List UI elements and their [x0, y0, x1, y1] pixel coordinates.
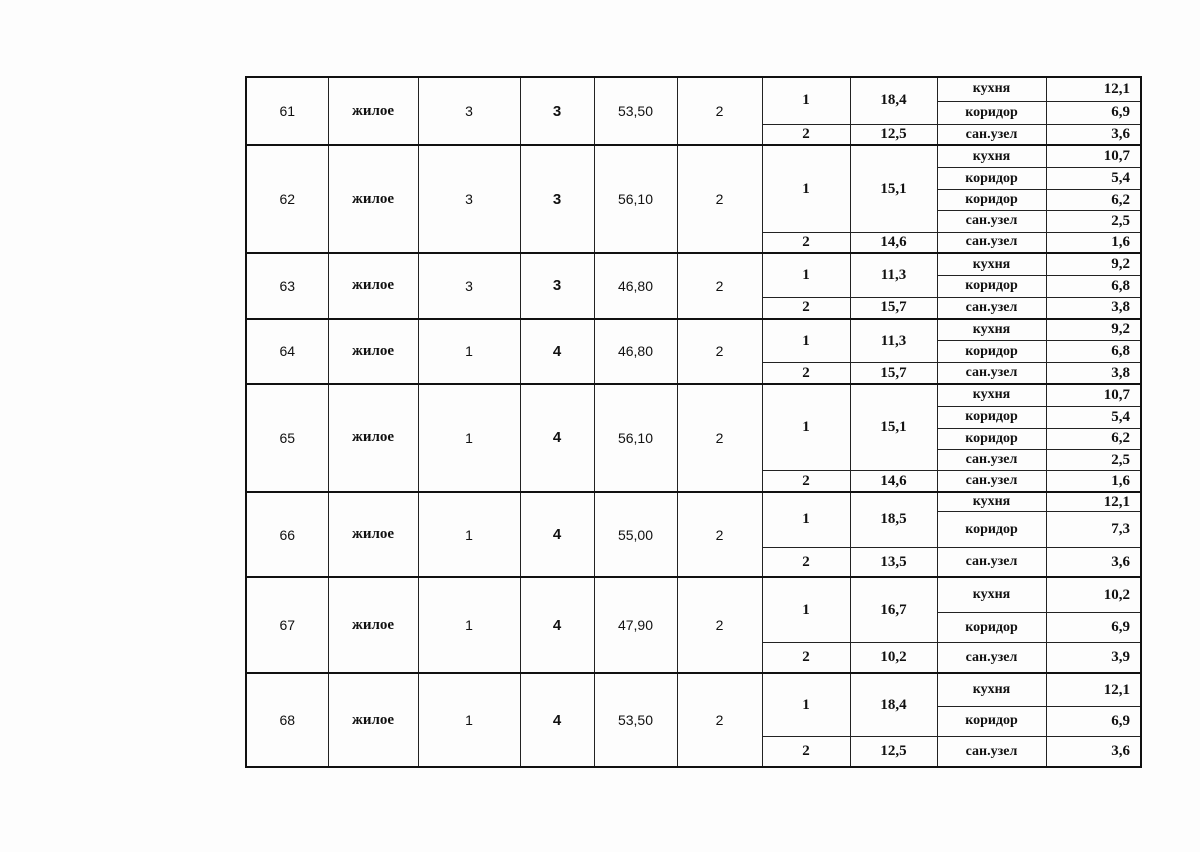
room-area: 12,1 [1046, 77, 1141, 101]
room-name: сан.узел [937, 450, 1046, 471]
sub-number: 1 [762, 673, 850, 736]
sub-number: 2 [762, 737, 850, 767]
apartment-number: 68 [246, 673, 328, 767]
room-area: 1,6 [1046, 232, 1141, 253]
room-name: коридор [937, 190, 1046, 211]
floor-number: 3 [520, 145, 594, 253]
room-name: сан.узел [937, 547, 1046, 577]
table-row [246, 577, 1141, 612]
room-name: кухня [937, 145, 1046, 167]
rooms-count: 1 [418, 319, 520, 384]
apartment-number: 64 [246, 319, 328, 384]
floor-number: 4 [520, 384, 594, 492]
room-name: коридор [937, 428, 1046, 449]
premises-type: жилое [328, 384, 418, 492]
table-body [246, 77, 1141, 767]
room-name: кухня [937, 492, 1046, 512]
room-name: коридор [937, 101, 1046, 124]
room-area: 6,2 [1046, 428, 1141, 449]
premises-type: жилое [328, 145, 418, 253]
sub-number: 2 [762, 471, 850, 492]
room-area: 9,2 [1046, 319, 1141, 341]
floor-number: 3 [520, 253, 594, 318]
room-area: 3,6 [1046, 547, 1141, 577]
total-area: 46,80 [594, 253, 677, 318]
apartment-table [245, 76, 1142, 768]
sub-area: 13,5 [850, 547, 937, 577]
room-name: сан.узел [937, 643, 1046, 673]
apartment-number: 62 [246, 145, 328, 253]
sub-area: 10,2 [850, 643, 937, 673]
table-row [246, 77, 1141, 101]
room-area: 6,9 [1046, 613, 1141, 643]
room-area: 9,2 [1046, 253, 1141, 275]
rooms-count: 1 [418, 673, 520, 767]
sub-number: 2 [762, 363, 850, 384]
count-value: 2 [677, 577, 762, 673]
rooms-count: 1 [418, 492, 520, 578]
room-name: кухня [937, 77, 1046, 101]
apartment-number: 63 [246, 253, 328, 318]
room-area: 2,5 [1046, 211, 1141, 232]
sub-number: 1 [762, 253, 850, 297]
total-area: 55,00 [594, 492, 677, 578]
sub-area: 15,1 [850, 145, 937, 232]
room-name: кухня [937, 577, 1046, 612]
premises-type: жилое [328, 673, 418, 767]
sub-number: 2 [762, 298, 850, 319]
total-area: 56,10 [594, 145, 677, 253]
room-area: 6,8 [1046, 341, 1141, 363]
premises-type: жилое [328, 577, 418, 673]
count-value: 2 [677, 77, 762, 145]
sub-area: 15,7 [850, 363, 937, 384]
room-name: сан.узел [937, 363, 1046, 384]
sub-area: 14,6 [850, 232, 937, 253]
count-value: 2 [677, 673, 762, 767]
room-name: сан.узел [937, 298, 1046, 319]
sub-number: 1 [762, 492, 850, 547]
room-name: сан.узел [937, 211, 1046, 232]
sub-area: 11,3 [850, 253, 937, 297]
room-name: сан.узел [937, 737, 1046, 767]
room-area: 6,8 [1046, 275, 1141, 297]
room-name: коридор [937, 706, 1046, 736]
sub-number: 1 [762, 145, 850, 232]
floor-number: 4 [520, 492, 594, 578]
premises-type: жилое [328, 253, 418, 318]
room-area: 12,1 [1046, 673, 1141, 706]
floor-number: 4 [520, 673, 594, 767]
premises-type: жилое [328, 77, 418, 145]
room-area: 6,9 [1046, 706, 1141, 736]
table-row [246, 253, 1141, 275]
room-name: сан.узел [937, 124, 1046, 145]
sub-number: 2 [762, 643, 850, 673]
room-area: 7,3 [1046, 512, 1141, 547]
rooms-count: 1 [418, 577, 520, 673]
sub-number: 1 [762, 77, 850, 124]
premises-type: жилое [328, 319, 418, 384]
apartment-number: 67 [246, 577, 328, 673]
sub-area: 12,5 [850, 737, 937, 767]
apartment-number: 65 [246, 384, 328, 492]
room-area: 3,6 [1046, 124, 1141, 145]
count-value: 2 [677, 319, 762, 384]
sub-area: 11,3 [850, 319, 937, 363]
table-row [246, 319, 1141, 341]
sub-number: 1 [762, 319, 850, 363]
room-name: коридор [937, 341, 1046, 363]
sub-number: 1 [762, 384, 850, 471]
room-area: 10,7 [1046, 145, 1141, 167]
room-area: 3,6 [1046, 737, 1141, 767]
table-row [246, 384, 1141, 406]
apartment-number: 61 [246, 77, 328, 145]
count-value: 2 [677, 253, 762, 318]
sub-area: 15,7 [850, 298, 937, 319]
premises-type: жилое [328, 492, 418, 578]
room-area: 5,4 [1046, 406, 1141, 428]
rooms-count: 1 [418, 384, 520, 492]
room-name: кухня [937, 253, 1046, 275]
room-name: коридор [937, 168, 1046, 190]
room-area: 12,1 [1046, 492, 1141, 512]
room-area: 3,8 [1046, 363, 1141, 384]
total-area: 53,50 [594, 673, 677, 767]
floor-number: 4 [520, 577, 594, 673]
room-name: коридор [937, 406, 1046, 428]
rooms-count: 3 [418, 253, 520, 318]
room-name: коридор [937, 275, 1046, 297]
sub-number: 1 [762, 577, 850, 642]
room-name: коридор [937, 613, 1046, 643]
room-area: 6,2 [1046, 190, 1141, 211]
sub-area: 18,5 [850, 492, 937, 547]
count-value: 2 [677, 384, 762, 492]
room-area: 1,6 [1046, 471, 1141, 492]
sub-area: 12,5 [850, 124, 937, 145]
room-area: 3,8 [1046, 298, 1141, 319]
rooms-count: 3 [418, 145, 520, 253]
room-name: кухня [937, 319, 1046, 341]
room-area: 5,4 [1046, 168, 1141, 190]
table-row [246, 492, 1141, 512]
room-name: сан.узел [937, 471, 1046, 492]
sub-number: 2 [762, 547, 850, 577]
sub-area: 14,6 [850, 471, 937, 492]
sub-number: 2 [762, 124, 850, 145]
room-name: коридор [937, 512, 1046, 547]
room-area: 3,9 [1046, 643, 1141, 673]
room-area: 6,9 [1046, 101, 1141, 124]
room-name: кухня [937, 673, 1046, 706]
total-area: 47,90 [594, 577, 677, 673]
apartment-number: 66 [246, 492, 328, 578]
room-area: 10,2 [1046, 577, 1141, 612]
count-value: 2 [677, 492, 762, 578]
total-area: 46,80 [594, 319, 677, 384]
room-name: сан.узел [937, 232, 1046, 253]
table-row [246, 145, 1141, 167]
sub-area: 15,1 [850, 384, 937, 471]
room-area: 10,7 [1046, 384, 1141, 406]
room-area: 2,5 [1046, 450, 1141, 471]
floor-number: 3 [520, 77, 594, 145]
floor-number: 4 [520, 319, 594, 384]
total-area: 53,50 [594, 77, 677, 145]
sub-area: 18,4 [850, 77, 937, 124]
table-row [246, 673, 1141, 706]
sub-number: 2 [762, 232, 850, 253]
sub-area: 16,7 [850, 577, 937, 642]
rooms-count: 3 [418, 77, 520, 145]
total-area: 56,10 [594, 384, 677, 492]
count-value: 2 [677, 145, 762, 253]
room-name: кухня [937, 384, 1046, 406]
sub-area: 18,4 [850, 673, 937, 736]
